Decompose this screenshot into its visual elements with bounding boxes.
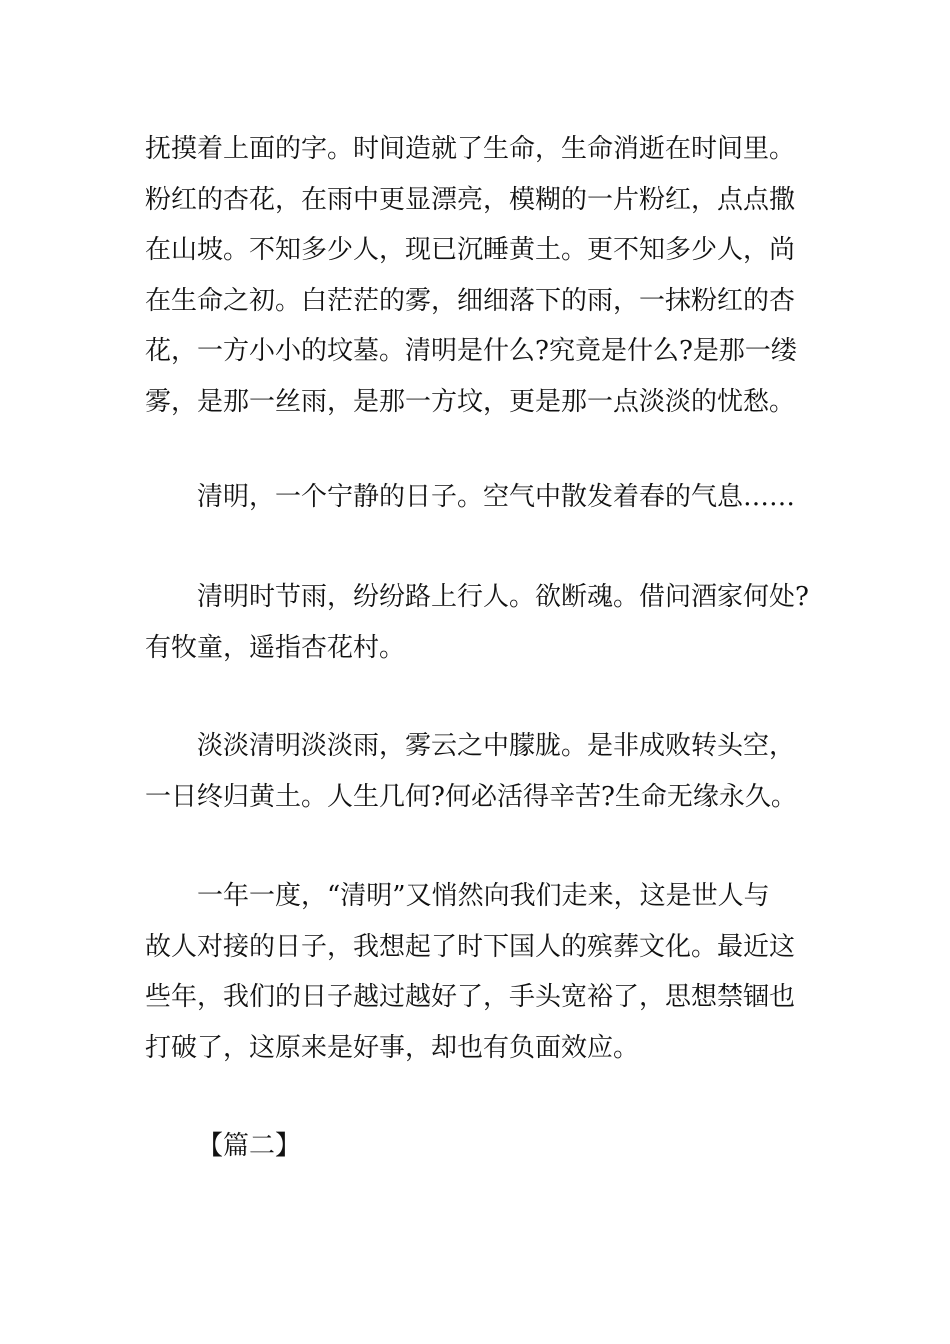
paragraph-line: 打破了，这原来是好事，却也有负面效应。 bbox=[145, 1032, 640, 1063]
paragraph-line: 清明时节雨，纷纷路上行人。欲断魂。借问酒家何处? bbox=[197, 582, 809, 612]
paragraph-line: 花，一方小小的坟墓。清明是什么?究竟是什么?是那一缕 bbox=[145, 336, 797, 366]
paragraph-line: 故人对接的日子，我想起了时下国人的殡葬文化。最近这 bbox=[145, 931, 796, 962]
paragraph-4 bbox=[145, 721, 815, 822]
paragraph-line: 清明，一个宁静的日子。空气中散发着春的气息…… bbox=[197, 482, 796, 512]
paragraph-5 bbox=[145, 871, 815, 1073]
paragraph-3 bbox=[145, 572, 815, 673]
paragraph-line: 雾，是那一丝雨，是那一方坟，更是那一点淡淡的忧愁。 bbox=[145, 386, 796, 417]
paragraph-line: 有牧童，遥指杏花村。 bbox=[145, 632, 406, 663]
paragraph-line: 抚摸着上面的字。时间造就了生命，生命消逝在时间里。 bbox=[145, 134, 796, 164]
section-heading-text: 【篇二】 bbox=[197, 1131, 302, 1161]
paragraph-line: 在山坡。不知多少人，现已沉睡黄土。更不知多少人，尚 bbox=[145, 235, 796, 265]
paragraph-1 bbox=[145, 124, 815, 427]
section-heading bbox=[145, 1121, 815, 1172]
paragraph-line: 一年一度，“清明”又悄然向我们走来，这是世人与 bbox=[197, 881, 770, 911]
paragraph-line: 淡淡清明淡淡雨，雾云之中朦胧。是非成败转头空， bbox=[197, 731, 796, 761]
paragraph-line: 些年，我们的日子越过越好了，手头宽裕了，思想禁锢也 bbox=[145, 982, 796, 1012]
paragraph-2 bbox=[145, 472, 815, 523]
paragraph-line: 一日终归黄土。人生几何?何必活得辛苦?生命无缘永久。 bbox=[145, 781, 797, 812]
paragraph-line: 粉红的杏花，在雨中更显漂亮，模糊的一片粉红，点点撒 bbox=[145, 184, 796, 215]
paragraph-line: 在生命之初。白茫茫的雾，细细落下的雨，一抹粉红的杏 bbox=[145, 285, 796, 316]
